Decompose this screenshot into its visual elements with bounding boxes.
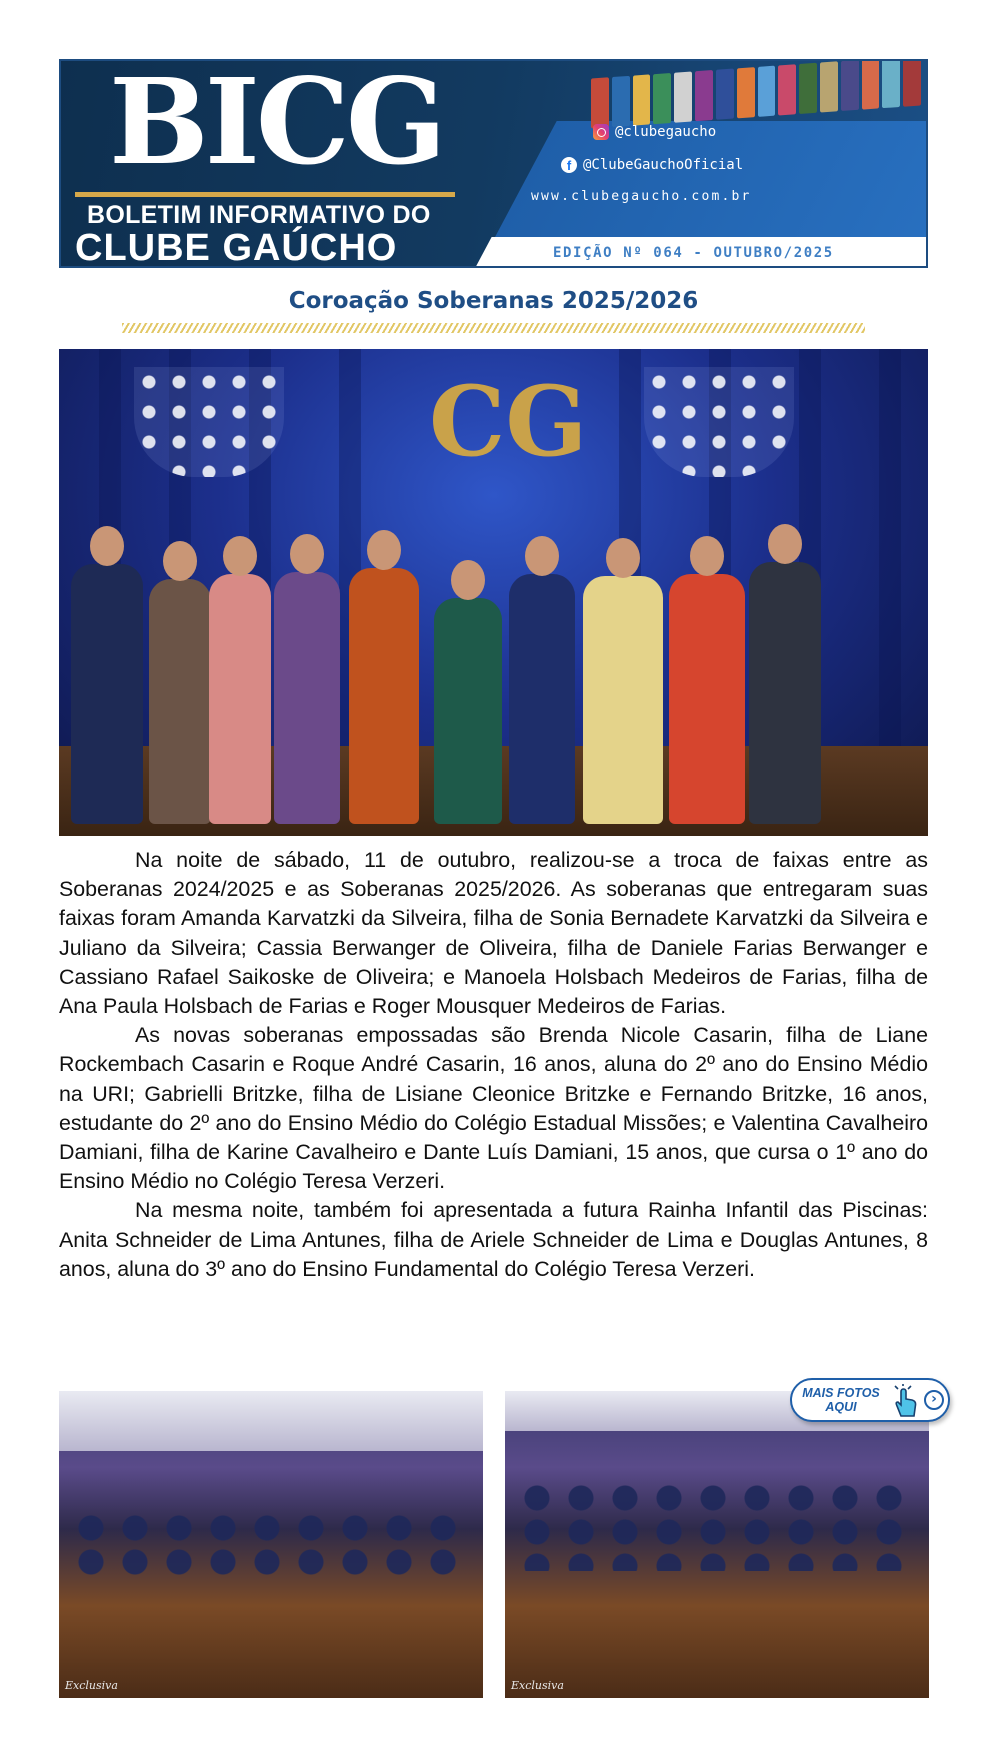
header-subtitle-line1: BOLETIM INFORMATIVO DO <box>87 201 431 229</box>
hand-pointer-icon <box>890 1384 920 1418</box>
chevron-right-icon: › <box>924 1390 944 1410</box>
photo-watermark: Exclusiva <box>65 1679 118 1692</box>
edition-thumbnails <box>591 59 921 129</box>
article-paragraph: Na mesma noite, também foi apresentada a futura Rainha Infantil das Piscinas: Anita Schneider de Lima Antunes, filha de Ariele Schneider de Lima e Douglas Antunes, 8 anos, aluna do 3º ano do Ensino Fundamental do Colégio Teresa Verzeri. <box>59 1198 928 1281</box>
more-photos-button[interactable] <box>790 1378 950 1422</box>
logo-underline <box>75 192 455 197</box>
article-paragraph: As novas soberanas empossadas são Brenda Nicole Casarin, filha de Liane Rockembach Casarin e Roque André Casarin, 16 anos, aluna do 2º ano do Ensino Médio na URI; Gabrielli Britzke, filha de Lisiane Cleonice Britzke e Fernando Britzke, 16 anos, estudante do 2º ano do Ensino Médio do Colégio Estadual Missões; e Valentina Cavalheiro Damiani, filha de Karine Cavalheiro e Dante Luís Damiani, 15 anos, que cursa o 1º ano do Ensino Médio no Colégio Teresa Verzeri. <box>59 1023 928 1194</box>
header-subtitle-line2: CLUBE GAÚCHO <box>75 227 398 268</box>
facebook-link[interactable] <box>561 157 743 173</box>
club-emblem: CG <box>429 365 588 478</box>
website-link[interactable]: www.clubegaucho.com.br <box>531 189 752 204</box>
article-title: Coroação Soberanas 2025/2026 <box>288 288 699 314</box>
facebook-handle: @ClubeGauchoOficial <box>583 157 744 173</box>
event-photo-tables <box>505 1391 929 1698</box>
chandelier-left <box>134 367 284 477</box>
event-photo-hall <box>59 1391 483 1698</box>
article-body <box>59 846 928 1284</box>
edition-label: EDIÇÃO Nº 064 - OUTUBRO/2025 <box>553 245 834 261</box>
article-paragraph: Na noite de sábado, 11 de outubro, realizou-se a troca de faixas entre as Soberanas 2024/2025 e as Soberanas 2025/2026. As soberanas que entregaram suas faixas foram Amanda Karvatzki da Silveira, filha de Sonia Bernadete Karvatzki da Silveira e Juliano da Silveira; Cassia Berwanger de Oliveira, filha de Daniele Farias Berwanger e Cassiano Rafael Saikoske de Oliveira; e Manoela Holsbach Medeiros de Farias, filha de Ana Paula Holsbach de Farias e Roger Mousquer Medeiros de Farias. <box>59 848 928 1019</box>
coronation-group-photo <box>59 349 928 836</box>
instagram-icon <box>593 124 609 140</box>
title-divider <box>122 323 865 333</box>
bicg-logo: BICG <box>109 59 443 191</box>
chandelier-right <box>644 367 794 477</box>
more-photos-label: MAIS FOTOS AQUI <box>802 1386 880 1414</box>
instagram-link[interactable] <box>593 124 716 140</box>
facebook-icon: f <box>561 157 577 173</box>
photo-watermark: Exclusiva <box>511 1679 564 1692</box>
instagram-handle: @clubegaucho <box>615 124 717 140</box>
header-banner <box>59 59 928 268</box>
